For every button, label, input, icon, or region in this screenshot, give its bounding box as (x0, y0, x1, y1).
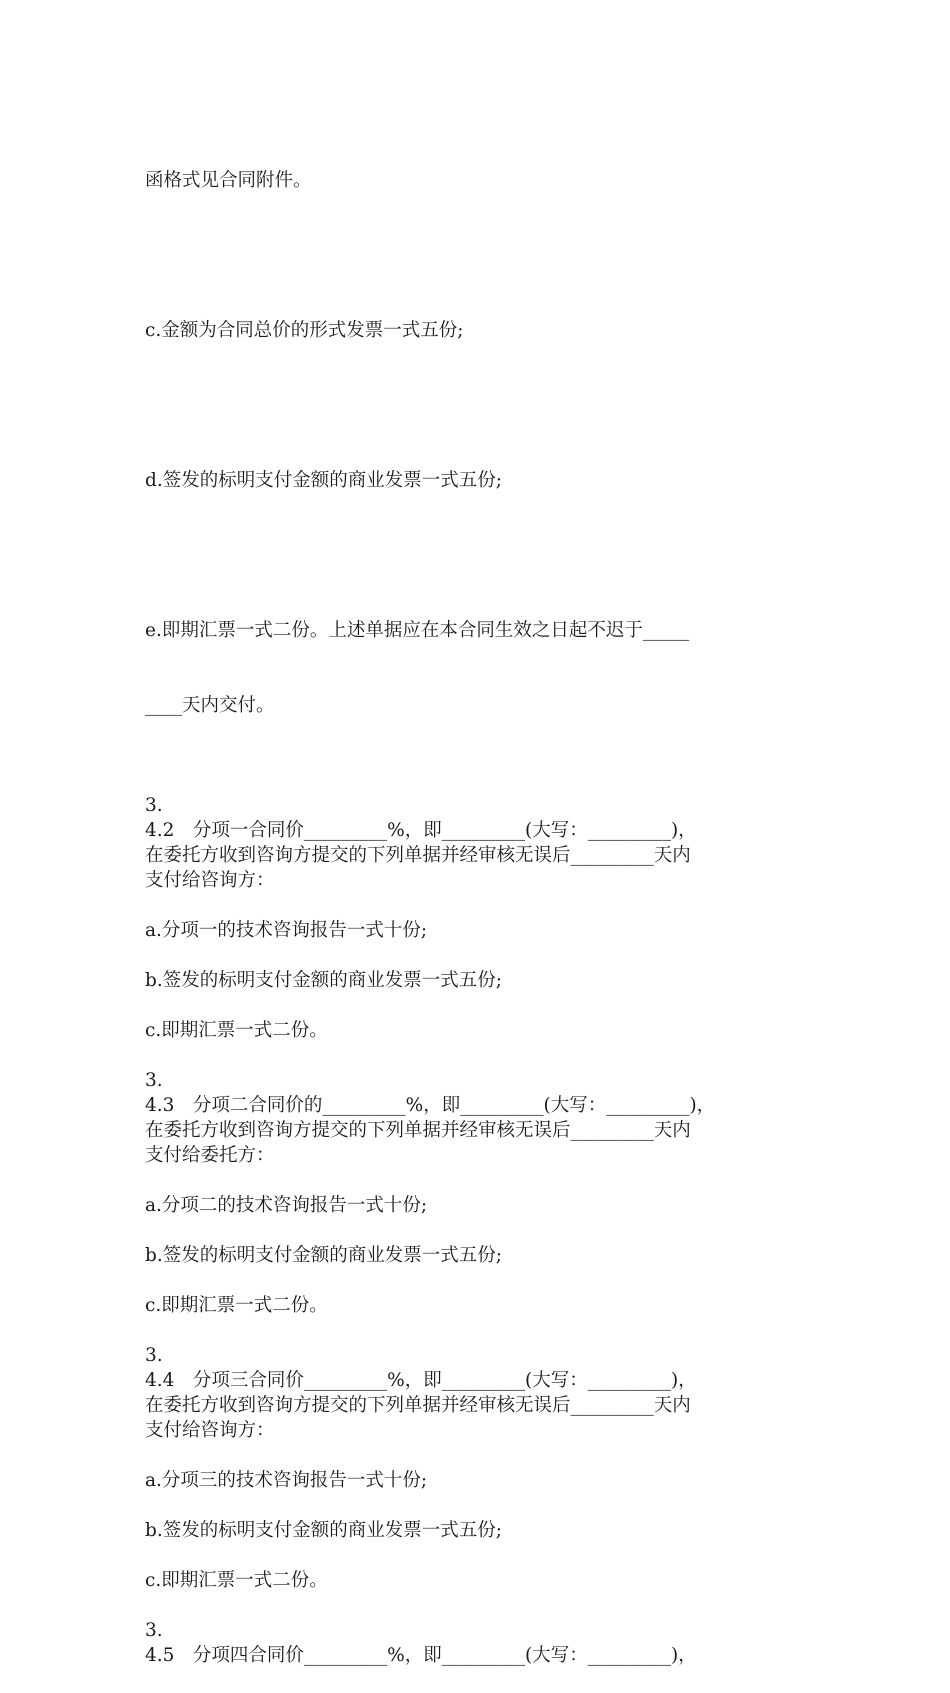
text-line: 4.5 分项四合同价_________%，即_________(大写：_________)， (145, 1645, 697, 1666)
document-page (145, 118, 825, 1693)
list-item (145, 1468, 825, 1493)
clause-heading (145, 1343, 825, 1443)
text-line: a.分项三的技术咨询报告一式十份; (145, 1470, 428, 1491)
text-line: c.即期汇票一式二份。 (145, 1020, 328, 1041)
text-line: 支付给咨询方： (145, 870, 275, 891)
text-line: c.即期汇票一式二份。 (145, 1295, 328, 1316)
clause-section (145, 793, 825, 1043)
intro-block (145, 118, 825, 768)
clause-section (145, 1068, 825, 1318)
clause-heading (145, 1068, 825, 1168)
text-line: 在委托方收到咨询方提交的下列单据并经审核无误后_________天内 (145, 1120, 691, 1141)
clause-section (145, 1343, 825, 1593)
text-line: b.签发的标明支付金额的商业发票一式五份; (145, 1520, 502, 1541)
text-line: d.签发的标明支付金额的商业发票一式五份; (145, 470, 502, 491)
list-item (145, 1518, 825, 1543)
text-line: 在委托方收到咨询方提交的下列单据并经审核无误后_________天内 (145, 845, 691, 866)
list-item (145, 1293, 825, 1318)
text-line: 4.4 分项三合同价_________%，即_________(大写：_________)， (145, 1370, 697, 1391)
list-item (145, 1568, 825, 1593)
text-line: 支付给委托方： (145, 1145, 275, 1166)
clause-heading (145, 793, 825, 893)
clause-number: 3. (145, 795, 163, 816)
text-line: 支付给咨询方： (145, 1420, 275, 1441)
paragraph (145, 118, 825, 243)
text-line: c.金额为合同总价的形式发票一式五份; (145, 320, 464, 341)
list-item (145, 918, 825, 943)
list-item (145, 1018, 825, 1043)
text-line: 4.2 分项一合同价_________%，即_________(大写：_________)， (145, 820, 697, 841)
text-line: e.即期汇票一式二份。上述单据应在本合同生效之日起不迟于_____ (145, 620, 690, 641)
text-line: 在委托方收到咨询方提交的下列单据并经审核无误后_________天内 (145, 1395, 691, 1416)
paragraph (145, 418, 825, 543)
clause-section (145, 1618, 825, 1668)
text-line: b.签发的标明支付金额的商业发票一式五份; (145, 1245, 502, 1266)
text-line: a.分项一的技术咨询报告一式十份; (145, 920, 428, 941)
paragraph (145, 568, 825, 768)
list-item (145, 968, 825, 993)
clause-number: 3. (145, 1345, 163, 1366)
clause-heading (145, 1618, 825, 1668)
clause-number: 3. (145, 1070, 163, 1091)
text-line: c.即期汇票一式二份。 (145, 1570, 328, 1591)
text-line: ____天内交付。 (145, 695, 275, 716)
text-line: 4.3 分项二合同价的_________%，即_________(大写：_________)， (145, 1095, 716, 1116)
text-line: 函格式见合同附件。 (145, 170, 312, 191)
text-line: a.分项二的技术咨询报告一式十份; (145, 1195, 428, 1216)
paragraph (145, 268, 825, 393)
clause-number: 3. (145, 1620, 163, 1641)
list-item (145, 1243, 825, 1268)
list-item (145, 1193, 825, 1218)
text-line: b.签发的标明支付金额的商业发票一式五份; (145, 970, 502, 991)
